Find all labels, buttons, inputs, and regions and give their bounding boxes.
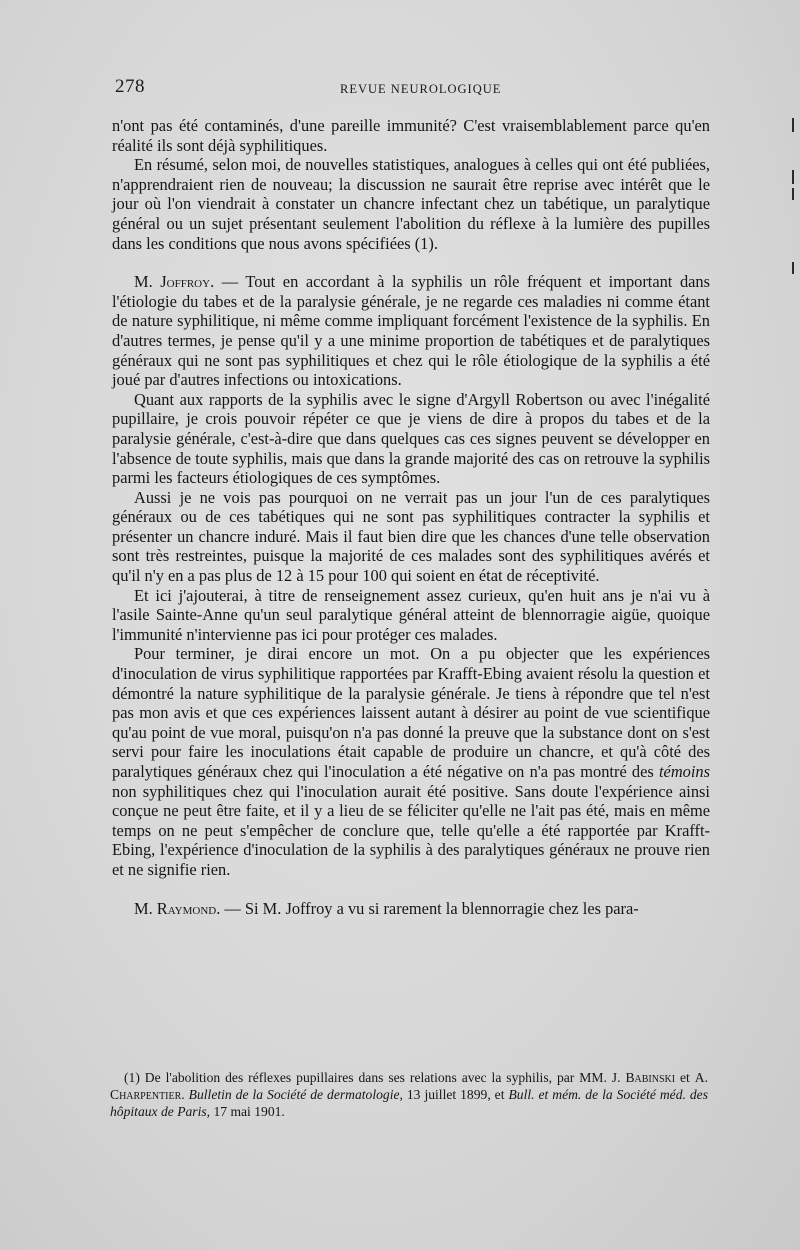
footnotes [110, 1070, 708, 1120]
paragraph-text: Pour terminer, je dirai encore un mot. On a pu objecter que les expériences d'inoculation de virus syphilitique rapportées par Krafft-Ebing avaient résolu la question et démontré la nature syphilitique de la paralysie générale. Je tiens à répondre que tel n'est pas mon avis et que ces expériences laissent autant à désirer au point de vue scientifique qu'au point de vue moral, puisqu'on n'a pas donné la preuve que la substance dont on s'est servi pour faire les inoculations était capable de produire un chancre, et qu'à côté des paralytiques généraux chez qui l'inoculation a été négative on n'a pas montré des [112, 644, 710, 781]
paragraph-text: En résumé, selon moi, de nouvelles statistiques, analogues à celles qui ont été publiées, n'apprendraient rien de nouveau; la discussion ne saurait être reprise avec intérêt que le jour où l'on viendrait à constater un chancre infectant chez un tabétique, un paralytique général ou un sujet présentant seulement l'abolition du réflexe à la lumière des pupilles dans les conditions que nous avons spécifiées (1). [112, 155, 710, 253]
paragraph-argyll-robertson [112, 390, 710, 488]
paragraph-continuation [112, 116, 710, 155]
footnote-1 [110, 1070, 708, 1120]
paragraph-joffroy-intro [112, 272, 710, 390]
footnote-author: J. Babinski [611, 1070, 676, 1085]
paragraph-text: Et ici j'ajouterai, à titre de renseignement assez curieux, qu'en huit ans je n'ai vu à l'asile Sainte-Anne qu'un seul paralytique général atteint de blennorragie aigüe, quoique l'immunité n'intervienne pas ici pour protéger ces malades. [112, 585, 710, 644]
paragraph-text: n'ont pas été contaminés, d'une pareille immunité? C'est vraisemblablement parce qu'en réalité ils sont déjà syphilitiques. [112, 116, 710, 155]
footnote-text: 13 juillet 1899, et [402, 1086, 509, 1102]
journal-title: REVUE NEUROLOGIQUE [340, 82, 502, 96]
emphasis-text: témoins [659, 762, 710, 781]
running-head [115, 76, 715, 100]
paragraph-raymond-intro [112, 899, 710, 919]
paragraph-text: . — Si M. Joffroy a vu si rarement la blennorragie chez les para- [216, 898, 639, 918]
footnote-text: . [181, 1086, 189, 1102]
footnote-text: et [675, 1070, 695, 1085]
footnote-journal: Bull. et mém. de la Société méd. des hôpitaux de Paris, [110, 1086, 708, 1119]
paragraph-chancre [112, 488, 710, 586]
footnote-text: 17 mai 1901. [210, 1103, 285, 1119]
paragraph-conclusion [112, 644, 710, 879]
paragraph-text: non syphilitiques chez qui l'inoculation aurait été positive. Sans doute l'expérience ainsi conçue ne peut être faite, et il y a lieu de se féliciter qu'elle ne l'ait pas été, mais en même temps on ne peut s'empêcher de conclure que, telle qu'elle a été rapportée par Krafft-Ebing, l'expérience d'inoculation de la syphilis à des paralytiques généraux ne prouve rien et ne signifie rien. [112, 781, 710, 879]
body-text [112, 116, 710, 918]
paragraph-text: . — Tout en accordant à la syphilis un rôle fréquent et important dans l'étiologie du tabes et de la paralysie générale, je ne regarde ces maladies ni comme étant de nature syphilitique, ni même comme impliquant forcément l'existence de la syphilis. En d'autres termes, je pense qu'il y a une minime proportion de tabétiques et de paralytiques généraux qui ne sont pas syphilitiques et chez qui le rôle étiologique de la syphilis a été joué par d'autres infections ou intoxications. [112, 272, 710, 390]
scan-edge-mark [792, 188, 794, 200]
scan-edge-mark [792, 118, 794, 132]
page-number: 278 [115, 76, 145, 97]
speaker-prefix: M. [134, 272, 161, 292]
scan-edge-mark [792, 262, 794, 274]
paragraph-summary [112, 155, 710, 253]
footnote-text: (1) De l'abolition des réflexes pupillaires dans ses relations avec la syphilis, par MM. [124, 1070, 612, 1085]
paragraph-text: Aussi je ne vois pas pourquoi on ne verrait pas un jour l'un de ces paralytiques généraux ou de ces tabétiques qui ne sont pas syphilitiques contracter la syphilis et présenter un chancre induré. Mais il faut bien dire que les chances d'une telle observation sont très restreintes, puisque la majorité de ces malades sont des syphilitiques avérés et qu'il n'y en a pas plus de 12 à 15 pour 100 qui soient en état de réceptivité. [112, 487, 710, 586]
scan-edge-mark [792, 170, 794, 184]
footnote-author: A. Charpentier [110, 1070, 708, 1102]
speaker-prefix: M. [134, 898, 157, 918]
paragraph-text: Quant aux rapports de la syphilis avec le signe d'Argyll Robertson ou avec l'inégalité pupillaire, je crois pouvoir répéter ce que je viens de dire à propos du tabes et de la paralysie générale, c'est-à-dire que dans quelques cas ces signes peuvent se développer en l'absence de toute syphilis, mais que dans la grande majorité des cas on retrouve la syphilis parmi les facteurs étiologiques de ces symptômes. [112, 389, 710, 488]
speaker-name: Joffroy [160, 272, 211, 292]
paragraph-sainte-anne [112, 586, 710, 645]
speaker-name: Raymond [156, 898, 217, 918]
footnote-journal: Bulletin de la Société de dermatologie, [188, 1086, 403, 1102]
